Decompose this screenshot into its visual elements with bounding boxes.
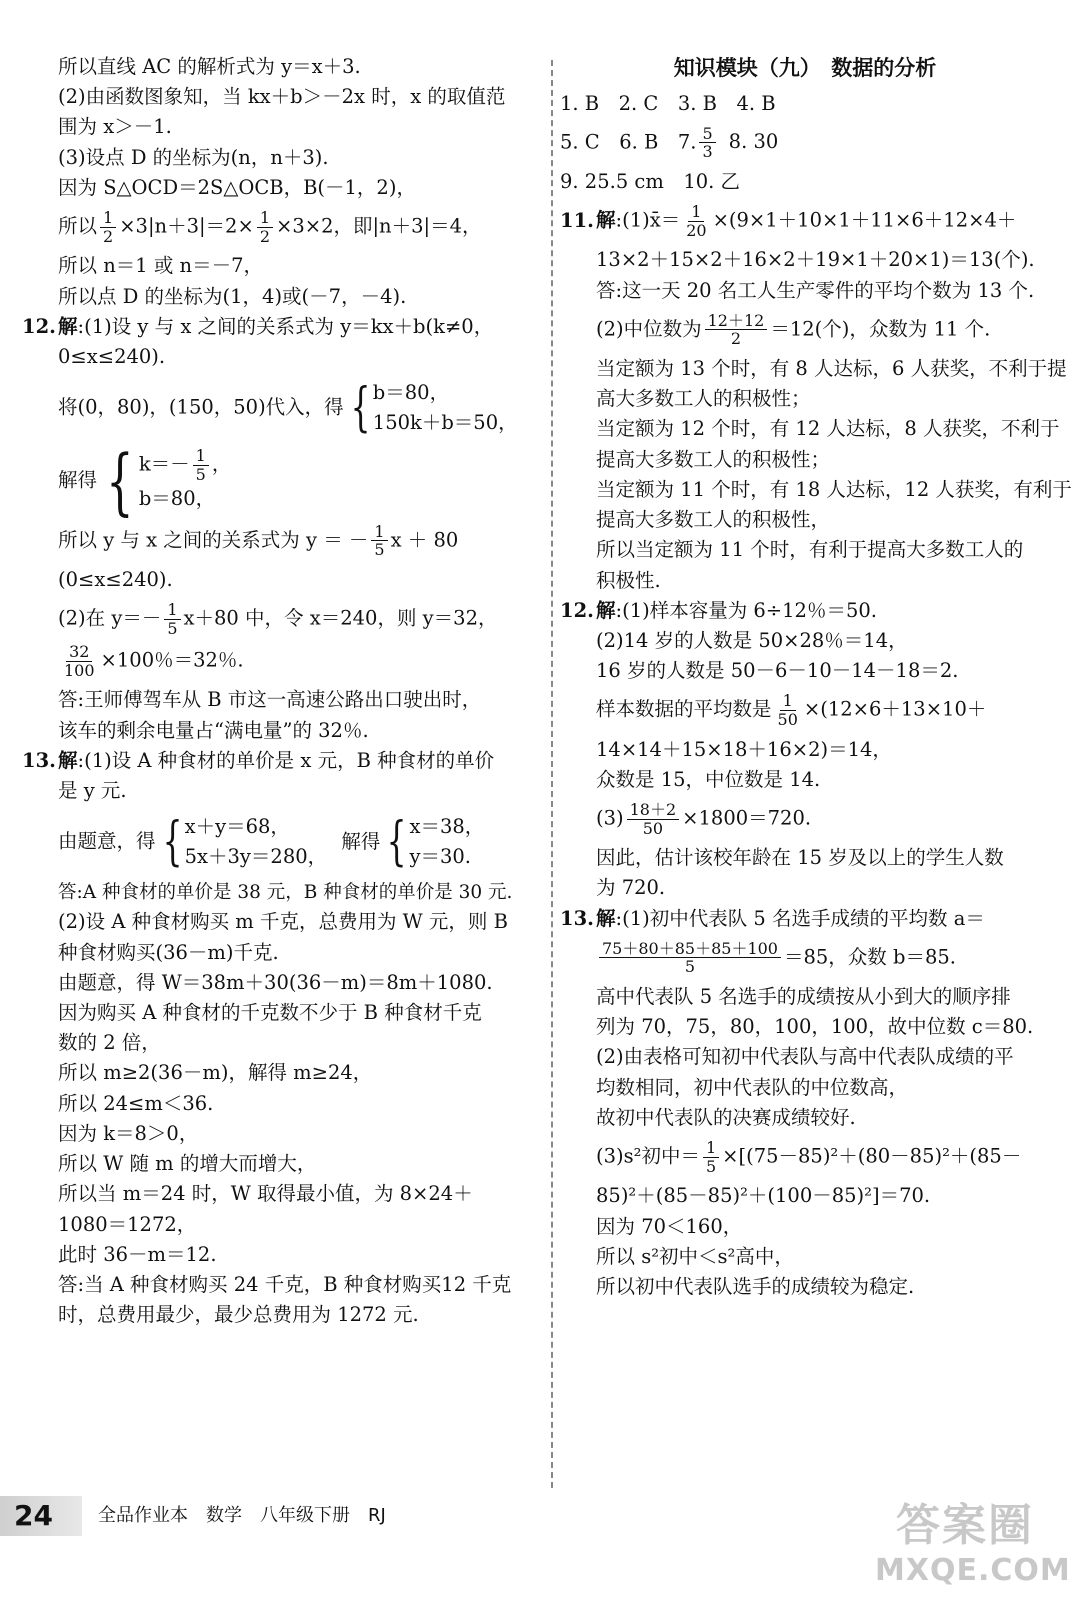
text-line: 提高大多数工人的积极性；	[596, 447, 831, 471]
text-line	[58, 209, 558, 245]
question-number: 12.	[560, 598, 594, 622]
solution-label: 解	[58, 314, 78, 338]
denominator: 5	[684, 957, 696, 977]
equation: x＝38，	[409, 815, 485, 839]
fraction	[683, 203, 709, 239]
text-line: 是 y 元.	[58, 779, 127, 803]
equation-system	[156, 812, 328, 872]
text-line: 14×14＋15×18＋16×2)＝14，	[596, 737, 892, 761]
text-line: 所以当 m＝24 时，W 取得最小值，为 8×24＋	[58, 1182, 473, 1206]
text-line: 此时 36－m＝12.	[58, 1242, 217, 1266]
answer-line	[560, 125, 1050, 161]
text-span: :(1)初中代表队 5 名选手成绩的平均数 a＝	[615, 906, 985, 930]
text-line: 为 720.	[596, 876, 666, 900]
text-line: 所以 W 随 m 的增大而增大，	[58, 1152, 317, 1176]
text-line	[560, 692, 1050, 728]
text-line: 当定额为 13 个时，有 8 人达标，6 人获奖，不利于提	[596, 356, 1067, 380]
text-line: 所以 s²初中＜s²高中，	[596, 1244, 794, 1268]
numerator: 12＋12	[705, 312, 768, 331]
denominator: 5	[374, 540, 385, 560]
text-line: 因为 S△OCD＝2S△OCB，B(－1，2)，	[58, 175, 416, 199]
fraction	[100, 209, 116, 245]
text-line	[58, 643, 558, 679]
text-line	[58, 523, 558, 559]
text-span: 样本数据的平均数是	[596, 697, 772, 721]
text-span: x ＋ 80	[390, 528, 459, 552]
numerator: 1	[193, 447, 209, 466]
numerator: 1	[100, 209, 116, 228]
text-span: 8. 30	[728, 130, 779, 154]
numerator: 5	[699, 125, 715, 144]
book-title: 全品作业本 数学 八年级下册 RJ	[98, 1505, 386, 1526]
equation-system-line	[58, 438, 558, 523]
text-line: 均数相同，初中代表队的中位数高，	[596, 1075, 909, 1099]
question-number: 11.	[560, 208, 594, 232]
text-line: 所以点 D 的坐标为(1，4)或(－7，－4).	[58, 284, 407, 308]
text-line	[560, 312, 1050, 348]
equation-system	[97, 438, 232, 523]
text-line: 0≤x≤240).	[58, 344, 166, 368]
text-span: 所以 y 与 x 之间的关系式为 y ＝ －	[58, 528, 369, 552]
text-span: (2)中位数为	[596, 317, 702, 341]
text-line: (3)设点 D 的坐标为(n，n＋3).	[58, 145, 329, 169]
text-line	[560, 801, 1050, 837]
denominator: 3	[702, 142, 713, 162]
text-line: (2)14 岁的人数是 50×28％＝14，	[596, 628, 908, 652]
fraction	[599, 940, 781, 976]
text-line: 由题意，得 W＝38m＋30(36－m)＝8m＋1080.	[58, 970, 493, 994]
text-line: 因为 k＝8＞0，	[58, 1121, 199, 1145]
text-line: 所以当定额为 11 个时，有利于提高大多数工人的	[596, 538, 1024, 562]
question-number: 13.	[22, 748, 56, 772]
denominator: 5	[167, 618, 178, 638]
text-line: 数的 2 倍，	[58, 1031, 161, 1055]
brace-icon: {	[106, 438, 134, 523]
equation-system	[380, 812, 484, 872]
fraction	[699, 125, 715, 161]
text-line: 13×2＋15×2＋16×2＋19×1＋20×1)＝13(个).	[596, 248, 1035, 272]
text-span: :(1)设 A 种食材的单价是 x 元，B 种食材的单价	[77, 748, 495, 772]
text-line: 16 岁的人数是 50－6－10－14－18＝2.	[596, 659, 959, 683]
text-line: 时，总费用最少，最少总费用为 1272 元.	[58, 1303, 419, 1327]
watermark-url: MXQE.COM	[875, 1553, 1071, 1588]
equation-system	[344, 378, 518, 438]
fraction	[705, 312, 768, 348]
text-line: 所以初中代表队选手的成绩较为稳定.	[596, 1274, 915, 1298]
text-span: ×100％＝32％.	[100, 648, 244, 672]
question-13-line	[560, 904, 1050, 934]
answer-line: 1. B 2. C 3. B 4. B	[560, 91, 776, 115]
text-span: ×1800＝720.	[682, 806, 812, 830]
text-line: 所以 n＝1 或 n＝－7，	[58, 254, 264, 278]
text-span: (3)s²初中＝	[596, 1144, 700, 1168]
text-line	[560, 940, 1050, 976]
denominator: 50	[642, 818, 664, 838]
text-line: 所以 24≤m＜36.	[58, 1091, 214, 1115]
question-number: 12.	[22, 314, 56, 338]
question-12-line	[560, 596, 1050, 626]
text-span: 将(0，80)，(150，50)代入，得	[58, 395, 344, 419]
text-line: 当定额为 12 个时，有 12 人达标，8 人获奖，不利于	[596, 417, 1060, 441]
brace-icon: {	[386, 812, 407, 873]
watermark-text: 答案圈	[896, 1500, 1034, 1551]
text-span: 解得	[341, 829, 381, 853]
fraction	[371, 523, 387, 559]
fraction	[257, 209, 273, 245]
text-span: :(1)x̄＝	[615, 208, 681, 232]
page-number: 24	[0, 1496, 82, 1536]
text-span: :(1)样本容量为 6÷12％＝50.	[615, 598, 877, 622]
solution-label: 解	[596, 598, 616, 622]
text-span: ＝12(个)，众数为 11 个.	[770, 317, 991, 341]
fraction	[193, 447, 209, 483]
fraction	[61, 643, 98, 679]
equation: x＋y＝68，	[184, 815, 290, 839]
text-line: (0≤x≤240).	[58, 567, 173, 591]
equation: y＝30.	[409, 845, 471, 869]
denominator: 2	[259, 226, 270, 246]
text-span: ，	[211, 452, 232, 476]
text-line: 因为购买 A 种食材的千克数不少于 B 种食材千克	[58, 1001, 482, 1025]
text-line: 高中代表队 5 名选手的成绩按从小到大的顺序排	[596, 985, 1011, 1009]
text-line: 因此，估计该校年龄在 15 岁及以上的学生人数	[596, 846, 1004, 870]
text-line: 故初中代表队的决赛成绩较好.	[596, 1105, 856, 1129]
numerator: 18＋2	[627, 801, 680, 820]
solution-label: 解	[596, 208, 616, 232]
text-line: 提高大多数工人的积极性，	[596, 508, 831, 532]
answer-line: 9. 25.5 cm 10. 乙	[560, 169, 741, 193]
numerator: 1	[371, 523, 387, 542]
numerator: 1	[164, 601, 180, 620]
denominator: 5	[195, 464, 206, 484]
text-line: 答:这一天 20 名工人生产零件的平均个数为 13 个.	[596, 278, 1035, 302]
text-line: (2)设 A 种食材购买 m 千克，总费用为 W 元，则 B	[58, 910, 508, 934]
equation-system-line	[58, 812, 558, 872]
denominator: 100	[64, 660, 95, 680]
equation	[139, 447, 232, 483]
brace-icon: {	[350, 378, 371, 439]
numerator: 75＋80＋85＋85＋100	[599, 940, 781, 959]
numerator: 1	[257, 209, 273, 228]
text-line: 众数是 15，中位数是 14.	[596, 767, 821, 791]
text-line: 围为 x＞－1.	[58, 115, 172, 139]
numerator: 32	[66, 643, 92, 662]
denominator: 50	[777, 709, 798, 729]
brace-icon: {	[162, 812, 182, 873]
text-line: 所以 m≥2(36－m)，解得 m≥24，	[58, 1061, 373, 1085]
text-line: 所以直线 AC 的解析式为 y＝x＋3.	[58, 55, 361, 78]
text-line	[560, 1139, 1050, 1175]
text-span: :(1)设 y 与 x 之间的关系式为 y＝kx＋b(k≠0，	[77, 314, 494, 338]
left-column	[22, 52, 558, 1330]
text-line: 积极性.	[596, 568, 661, 592]
numerator: 1	[688, 203, 704, 222]
right-column	[560, 52, 1072, 1302]
numerator: 1	[780, 692, 796, 711]
text-line: 列为 70，75，80，100，100，故中位数 c＝80.	[596, 1015, 1034, 1039]
fraction	[627, 801, 680, 837]
text-span: 解得	[58, 468, 98, 492]
denominator: 5	[705, 1156, 717, 1176]
solution-label: 解	[596, 906, 616, 930]
fraction	[164, 601, 180, 637]
text-span: (3)	[596, 806, 624, 830]
solution-label: 解	[58, 748, 78, 772]
denominator: 20	[686, 220, 707, 240]
text-line	[58, 601, 558, 637]
denominator: 2	[730, 329, 742, 349]
text-line: 种食材购买(36－m)千克.	[58, 940, 279, 964]
text-line: (2)由函数图象知，当 kx＋b＞－2x 时，x 的取值范	[58, 85, 506, 109]
equation: b＝80，	[372, 381, 450, 405]
text-line: 当定额为 11 个时，有 18 人达标，12 人获奖，有利于	[596, 477, 1072, 501]
text-span: ＝85，众数 b＝85.	[783, 945, 956, 969]
fraction	[703, 1139, 719, 1175]
text-line: (2)由表格可知初中代表队与高中代表队成绩的平	[596, 1045, 1014, 1069]
text-span: 由题意，得	[58, 829, 156, 853]
equation: 150k＋b＝50，	[372, 411, 518, 435]
fraction	[775, 692, 801, 728]
text-span: ×3|n＋3|＝2×	[119, 214, 254, 238]
equation: 5x＋3y＝280，	[184, 845, 328, 869]
text-line: 85)²＋(85－85)²＋(100－85)²]＝70.	[596, 1184, 931, 1208]
text-span: ×(12×6＋13×10＋	[803, 697, 987, 721]
text-span: 所以	[58, 214, 98, 238]
text-span: (2)在 y＝－	[58, 606, 162, 630]
text-line: 答:A 种食材的单价是 38 元，B 种食材的单价是 30 元.	[58, 881, 513, 903]
text-line: 答:当 A 种食材购买 24 千克，B 种食材购买12 千克	[58, 1272, 512, 1296]
equation-system-line	[58, 378, 558, 438]
text-line: 因为 70＜160，	[596, 1214, 743, 1238]
text-span: 5. C 6. B 7.	[560, 130, 697, 154]
question-12-line	[22, 312, 558, 342]
numerator: 1	[703, 1139, 719, 1158]
text-span: ×3×2，即|n＋3|＝4，	[276, 214, 482, 238]
question-13-line	[22, 746, 558, 776]
question-number: 13.	[560, 906, 594, 930]
text-span: x＋80 中，令 x＝240，则 y＝32，	[183, 606, 498, 630]
denominator: 2	[103, 226, 114, 246]
text-span: ×(9×1＋10×1＋11×6＋12×4＋	[712, 208, 1017, 232]
equation: b＝80，	[138, 486, 216, 510]
text-span: k＝－	[138, 452, 190, 476]
text-line: 1080＝1272，	[58, 1212, 197, 1236]
text-line: 高大多数工人的积极性；	[596, 387, 811, 411]
section-title: 知识模块（九） 数据的分析	[673, 56, 937, 80]
watermark-logo	[875, 1500, 1071, 1600]
text-line: 答:王师傅驾车从 B 市这一高速公路出口驶出时，	[58, 688, 482, 712]
text-span: ×[(75－85)²＋(80－85)²＋(85－	[722, 1144, 1022, 1168]
text-line: 该车的剩余电量占“满电量”的 32％.	[58, 718, 369, 742]
question-11-line	[560, 203, 1050, 239]
